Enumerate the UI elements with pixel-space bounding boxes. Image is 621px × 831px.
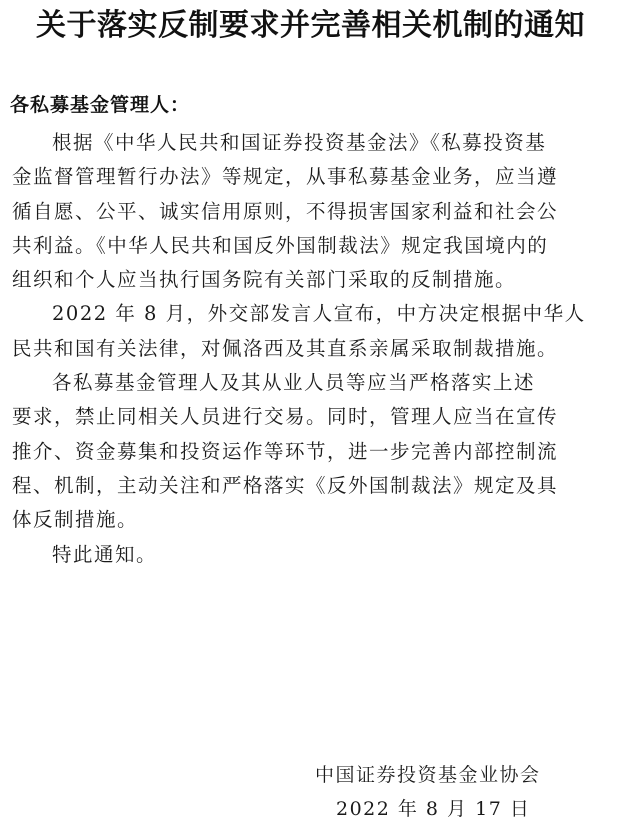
- document-body: [12, 126, 612, 572]
- salutation: 各私募基金管理人：: [10, 94, 191, 116]
- paragraph-line: 推介、资金募集和投资运作等环节，进一步完善内部控制流: [12, 439, 559, 463]
- paragraph-line: 组织和个人应当执行国务院有关部门采取的反制措施。: [12, 268, 517, 292]
- signature-date: 2022 年 8 月 17 日: [336, 798, 531, 820]
- paragraph-line: 根据《中华人民共和国证券投资基金法》《私募投资基: [52, 131, 547, 154]
- paragraph-line: 2022 年 8 月，外交部发言人宣布，中方决定根据中华人: [52, 302, 586, 326]
- closing-line: 特此通知。: [52, 542, 158, 566]
- paragraph-line: 共利益。《中华人民共和国反外国制裁法》规定我国境内的: [12, 233, 549, 257]
- paragraph-line: 循自愿、公平、诚实信用原则，不得损害国家利益和社会公: [12, 199, 559, 223]
- paragraph-line: 金监督管理暂行办法》等规定，从事私募基金业务，应当遵: [12, 165, 559, 189]
- paragraph-line: 民共和国有关法律，对佩洛西及其直系亲属采取制裁措施。: [12, 336, 559, 360]
- paragraph-line: 要求，禁止同相关人员进行交易。同时，管理人应当在宣传: [12, 405, 559, 429]
- paragraph-line: 体反制措施。: [12, 508, 139, 532]
- signature-organization: 中国证券投资基金业协会: [315, 764, 541, 786]
- paragraph-line: 各私募基金管理人及其从业人员等应当严格落实上述: [52, 371, 536, 395]
- document-title: 关于落实反制要求并完善相关机制的通知: [36, 8, 585, 43]
- paragraph-line: 程、机制，主动关注和严格落实《反外国制裁法》规定及具: [12, 473, 559, 497]
